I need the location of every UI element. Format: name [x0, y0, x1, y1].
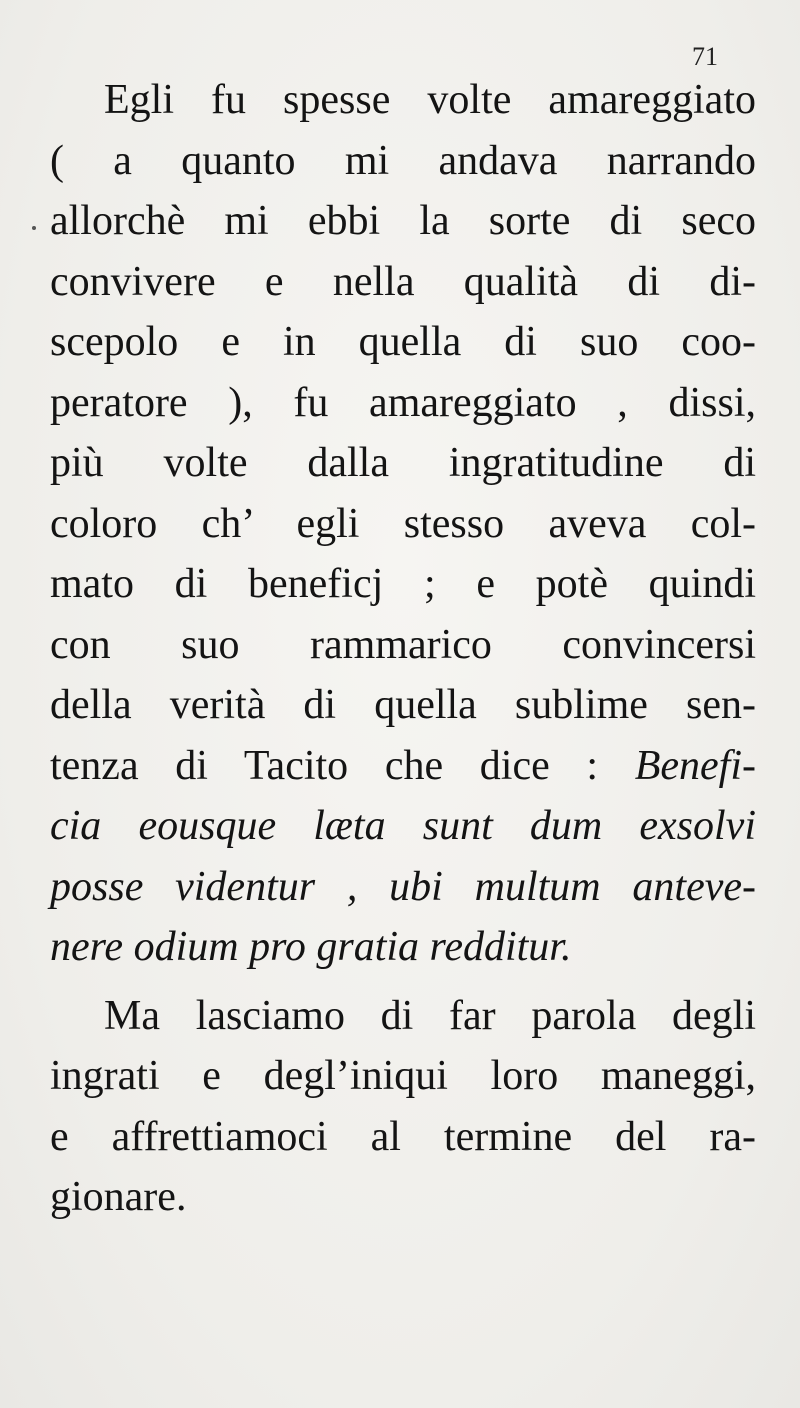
paragraph-1 [50, 70, 756, 978]
text-line: mato di beneficj ; e potè quindi [50, 561, 756, 607]
text-line-with-quote-start [50, 736, 756, 797]
page-number: 71 [692, 42, 718, 71]
text-line: coloro ch’ egli stesso aveva col- [50, 500, 756, 547]
latin-quote-text: nere odium pro gratia redditur. [50, 924, 572, 970]
ink-speck [32, 226, 36, 230]
text-line: allorchè mi ebbi la sorte di seco [50, 198, 756, 244]
text-line: ingrati e degl’iniqui loro maneggi, [50, 1053, 756, 1099]
text-line: e affrettiamoci al termine del ra- [50, 1113, 756, 1160]
text-line: più volte dalla ingratitudine di [50, 440, 756, 486]
text-line: peratore ), fu amareggiato , dissi, [50, 379, 756, 426]
paragraph-2 [50, 986, 756, 1228]
latin-quote-text: posse videntur , ubi multum anteve- [50, 863, 756, 910]
latin-quote-text: cia eousque læta sunt dum exsolvi [50, 803, 756, 849]
text-line: scepolo e in quella di suo coo- [50, 319, 756, 365]
text-line: convivere e nella qualità di di- [50, 258, 756, 305]
latin-quote-line [50, 917, 756, 978]
text-line: della verità di quella sublime sen- [50, 682, 756, 728]
latin-quote-start: Benefi- [634, 742, 756, 789]
text-line: Ma lasciamo di far parola degli [104, 992, 756, 1039]
page-text [50, 70, 756, 1228]
latin-quote-line [50, 796, 756, 857]
paragraph-gap [50, 978, 756, 986]
text-line: ( a quanto mi andava narrando [50, 137, 756, 184]
text-line: Egli fu spesse volte amareggiato [104, 77, 756, 123]
text-line-plain: tenza di Tacito che dice : [50, 742, 635, 789]
text-line: gionare. [50, 1174, 187, 1220]
text-line: con suo rammarico convincersi [50, 621, 756, 668]
latin-quote-line [50, 857, 756, 918]
